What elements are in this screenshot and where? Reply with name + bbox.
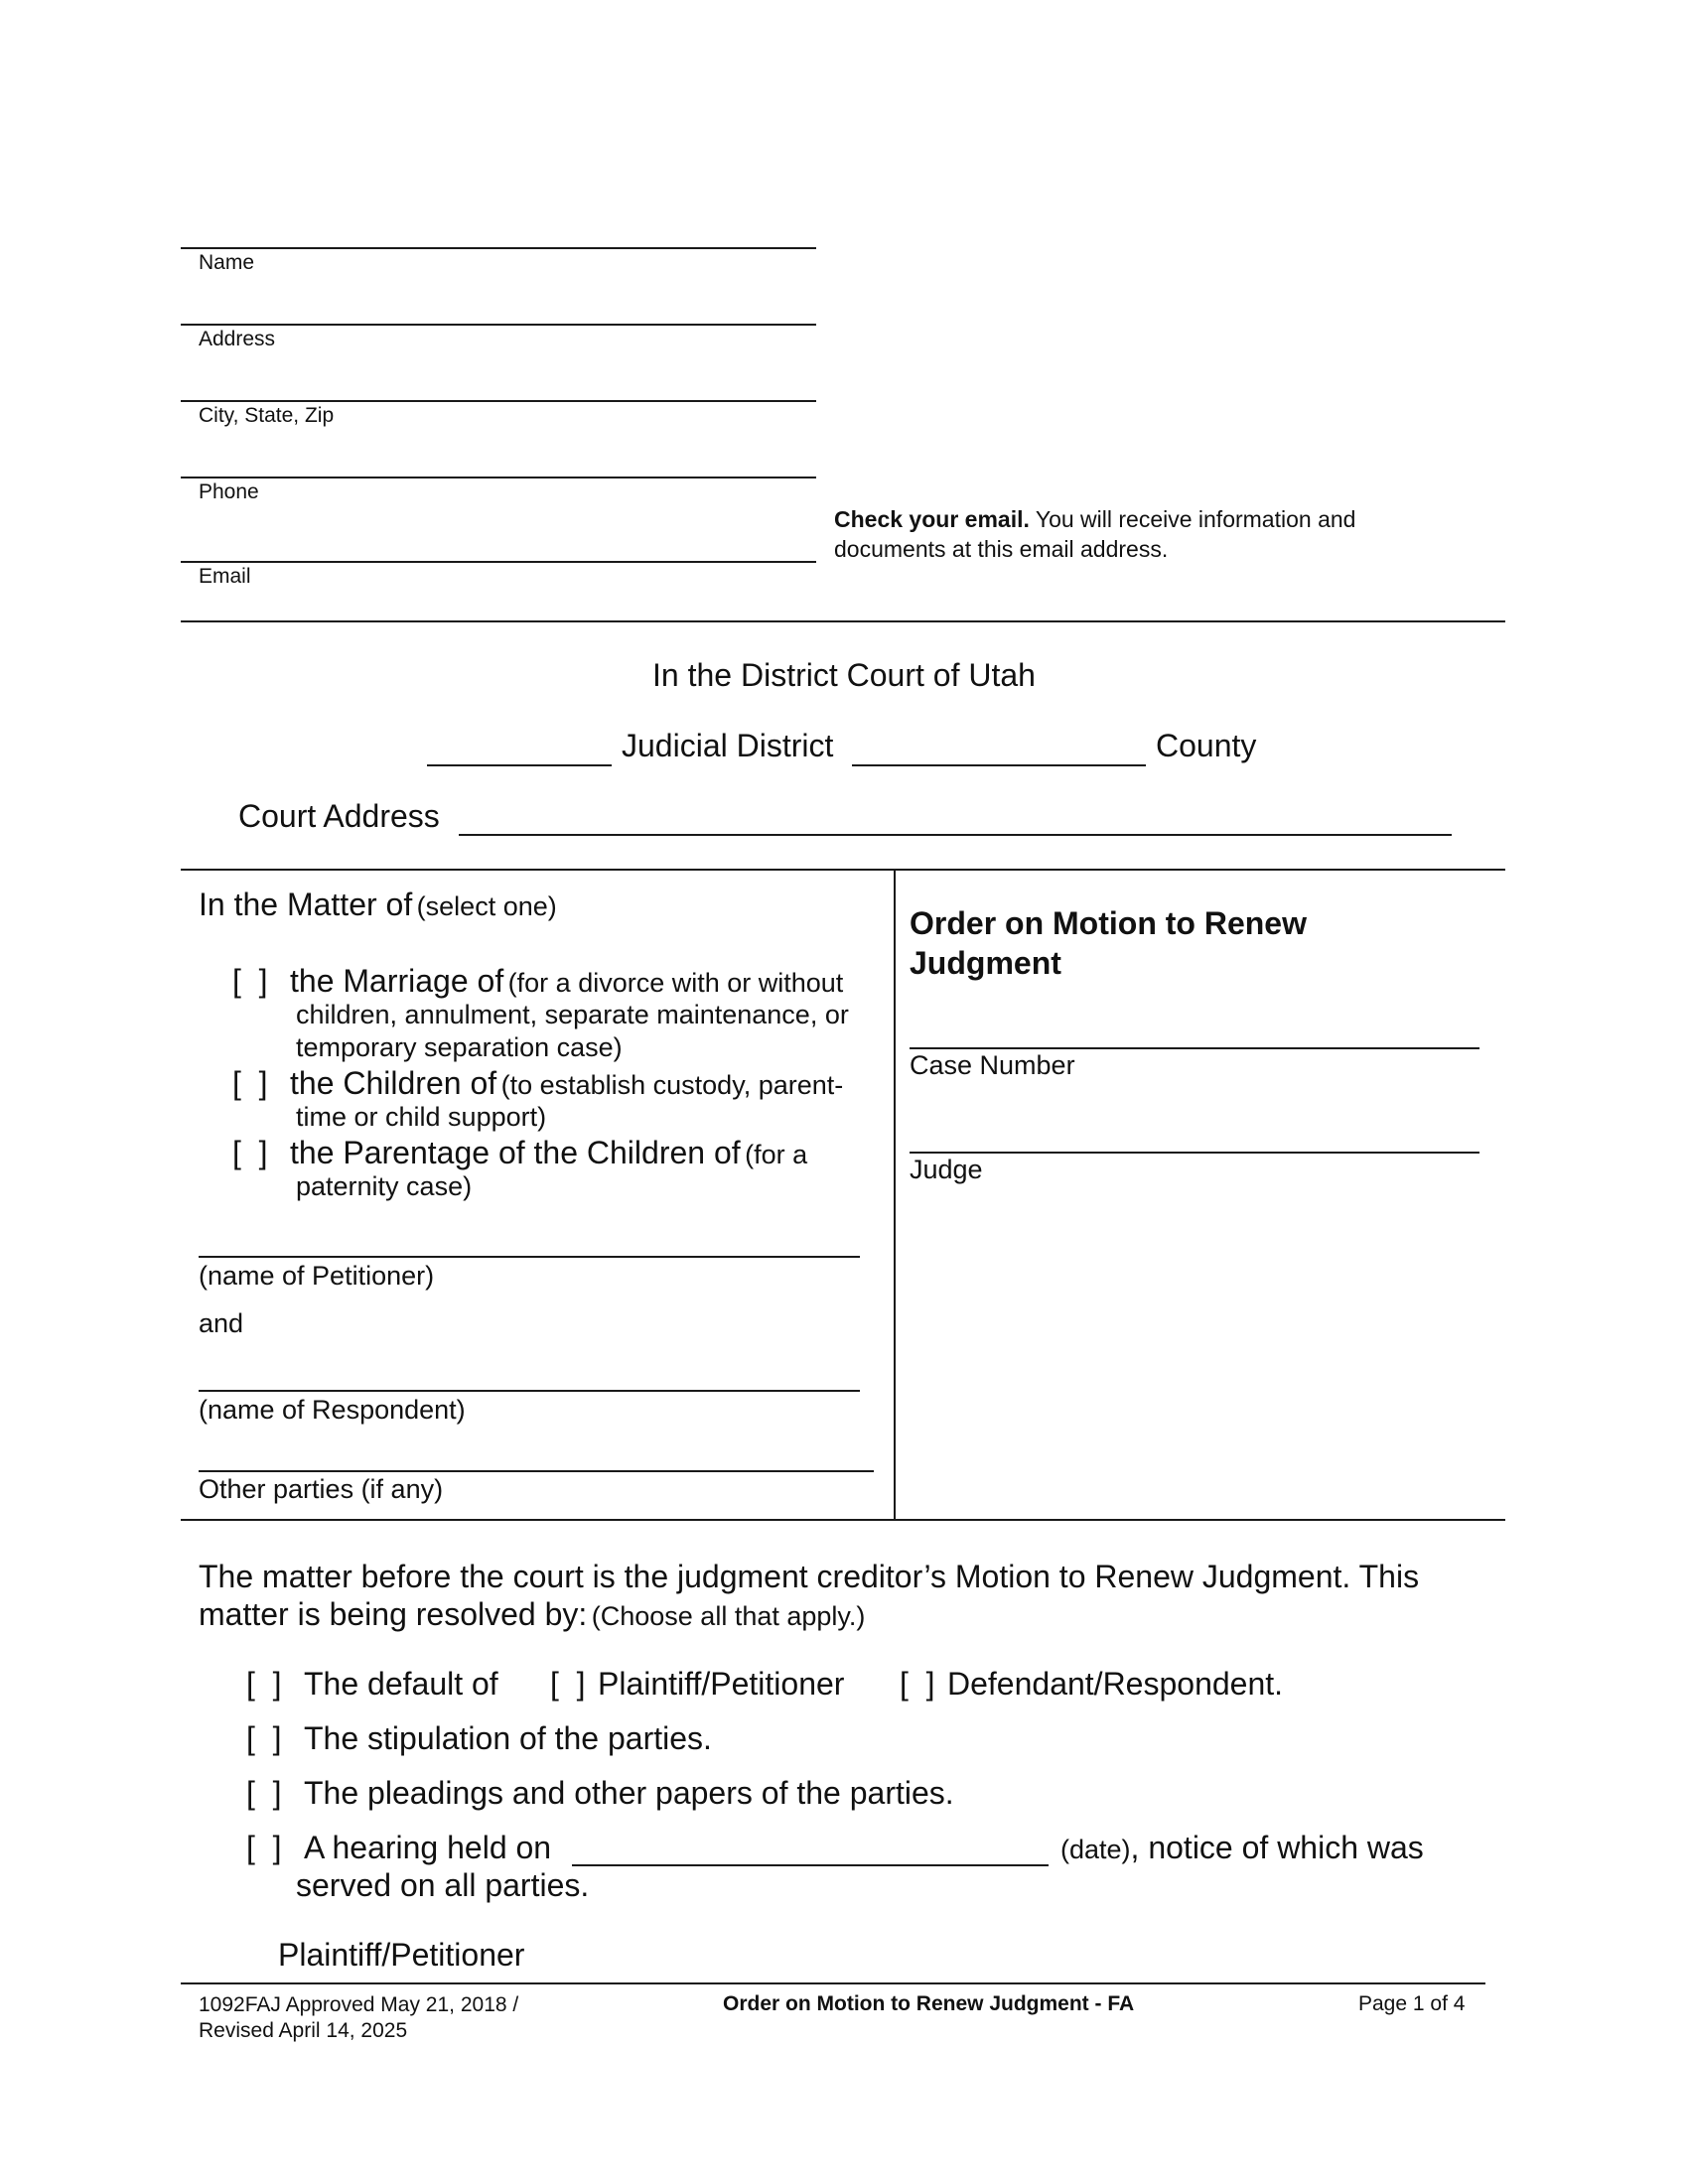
intro-choose-note: (Choose all that apply.) bbox=[591, 1601, 866, 1631]
judicial-district-number-line[interactable] bbox=[427, 764, 612, 766]
petitioner-name-line[interactable] bbox=[199, 1256, 860, 1258]
hearing-checkbox[interactable]: [ ] bbox=[246, 1830, 282, 1865]
children-label: the Children of bbox=[290, 1065, 497, 1101]
name-line[interactable] bbox=[181, 247, 816, 249]
pleadings-label: The pleadings and other papers of the parties. bbox=[304, 1775, 954, 1811]
county-label: County bbox=[1156, 728, 1257, 763]
parentage-checkbox[interactable]: [ ] bbox=[232, 1135, 268, 1170]
default-checkbox[interactable]: [ ] bbox=[246, 1666, 282, 1702]
children-note-1: (to establish custody, parent- bbox=[500, 1070, 844, 1100]
header-divider bbox=[181, 620, 1505, 622]
footer-divider bbox=[181, 1982, 1485, 1984]
judicial-district-label: Judicial District bbox=[622, 728, 834, 763]
city-state-zip-label: City, State, Zip bbox=[199, 404, 335, 427]
caption-bottom-border bbox=[181, 1519, 1505, 1521]
phone-label: Phone bbox=[199, 480, 259, 503]
address-label: Address bbox=[199, 328, 276, 350]
pleadings-checkbox[interactable]: [ ] bbox=[246, 1775, 282, 1811]
parentage-label: the Parentage of the Children of bbox=[290, 1135, 741, 1170]
name-label: Name bbox=[199, 251, 255, 274]
footer-page-number: Page 1 of 4 bbox=[1358, 1992, 1466, 2015]
address-line[interactable] bbox=[181, 324, 816, 326]
default-plaintiff-label: Plaintiff/Petitioner bbox=[598, 1666, 845, 1702]
and-label: and bbox=[199, 1308, 244, 1338]
email-notice-bold: Check your email. bbox=[834, 506, 1030, 532]
judge-line[interactable] bbox=[910, 1152, 1479, 1154]
hearing-prefix: A hearing held on bbox=[304, 1830, 552, 1865]
judge-label: Judge bbox=[910, 1155, 983, 1184]
marriage-label: the Marriage of bbox=[290, 963, 504, 999]
email-notice-line1: You will receive information and bbox=[1029, 506, 1356, 532]
default-plaintiff-checkbox[interactable]: [ ] bbox=[550, 1666, 586, 1702]
plaintiff-heading: Plaintiff/Petitioner bbox=[278, 1937, 525, 1973]
parentage-note-1: (for a bbox=[745, 1140, 808, 1169]
intro-line-1: The matter before the court is the judgment creditor’s Motion to Renew Judgment. This bbox=[199, 1559, 1420, 1594]
marriage-note-3: temporary separation case) bbox=[296, 1032, 623, 1062]
matter-intro-text: In the Matter of bbox=[199, 887, 413, 922]
document-title bbox=[910, 903, 1307, 983]
intro-line-2-text: matter is being resolved by: bbox=[199, 1596, 588, 1632]
hearing-suffix-group bbox=[1060, 1830, 1424, 1866]
email-label: Email bbox=[199, 565, 251, 588]
marriage-option bbox=[290, 963, 886, 1000]
parentage-note-2: paternity case) bbox=[296, 1171, 473, 1201]
children-checkbox[interactable]: [ ] bbox=[232, 1065, 268, 1101]
default-defendant-checkbox[interactable]: [ ] bbox=[900, 1666, 935, 1702]
hearing-suffix: , notice of which was bbox=[1130, 1830, 1424, 1865]
caption-top-border bbox=[181, 869, 1505, 871]
matter-intro bbox=[199, 887, 557, 923]
default-defendant-label: Defendant/Respondent. bbox=[947, 1666, 1284, 1702]
caption-divider bbox=[894, 869, 896, 1519]
hearing-date-line[interactable] bbox=[572, 1864, 1049, 1866]
marriage-note-1: (for a divorce with or without bbox=[507, 968, 844, 998]
footer-form-info bbox=[199, 1992, 518, 2044]
children-option bbox=[290, 1065, 886, 1102]
other-parties-label: Other parties (if any) bbox=[199, 1474, 444, 1504]
hearing-line-2: served on all parties. bbox=[296, 1867, 590, 1903]
footer-title: Order on Motion to Renew Judgment - FA bbox=[723, 1992, 1135, 2015]
court-address-label: Court Address bbox=[238, 798, 440, 834]
document-title-line1: Order on Motion to Renew bbox=[910, 905, 1307, 941]
petitioner-label: (name of Petitioner) bbox=[199, 1261, 435, 1291]
respondent-name-line[interactable] bbox=[199, 1390, 860, 1392]
matter-select-note: (select one) bbox=[416, 891, 557, 921]
court-address-line[interactable] bbox=[459, 834, 1452, 836]
stipulation-label: The stipulation of the parties. bbox=[304, 1720, 712, 1756]
document-title-line2: Judgment bbox=[910, 945, 1061, 981]
case-number-label: Case Number bbox=[910, 1050, 1075, 1080]
default-of-label: The default of bbox=[304, 1666, 498, 1702]
parentage-option bbox=[290, 1135, 886, 1171]
county-name-line[interactable] bbox=[852, 764, 1146, 766]
footer-revised: Revised April 14, 2025 bbox=[199, 2019, 408, 2042]
hearing-date-note: (date) bbox=[1060, 1835, 1131, 1864]
phone-line[interactable] bbox=[181, 477, 816, 478]
marriage-note-2: children, annulment, separate maintenance, or bbox=[296, 1000, 849, 1029]
case-number-line[interactable] bbox=[910, 1047, 1479, 1049]
email-line[interactable] bbox=[181, 561, 816, 563]
stipulation-checkbox[interactable]: [ ] bbox=[246, 1720, 282, 1756]
intro-line-2 bbox=[199, 1596, 865, 1633]
respondent-label: (name of Respondent) bbox=[199, 1395, 466, 1425]
footer-form-number: 1092FAJ Approved May 21, 2018 / bbox=[199, 1993, 519, 2016]
city-state-zip-line[interactable] bbox=[181, 400, 816, 402]
email-notice bbox=[834, 504, 1430, 564]
other-parties-line[interactable] bbox=[199, 1470, 874, 1472]
children-note-2: time or child support) bbox=[296, 1102, 547, 1132]
court-title: In the District Court of Utah bbox=[652, 657, 1036, 693]
marriage-checkbox[interactable]: [ ] bbox=[232, 963, 268, 999]
email-notice-line2: documents at this email address. bbox=[834, 536, 1169, 562]
